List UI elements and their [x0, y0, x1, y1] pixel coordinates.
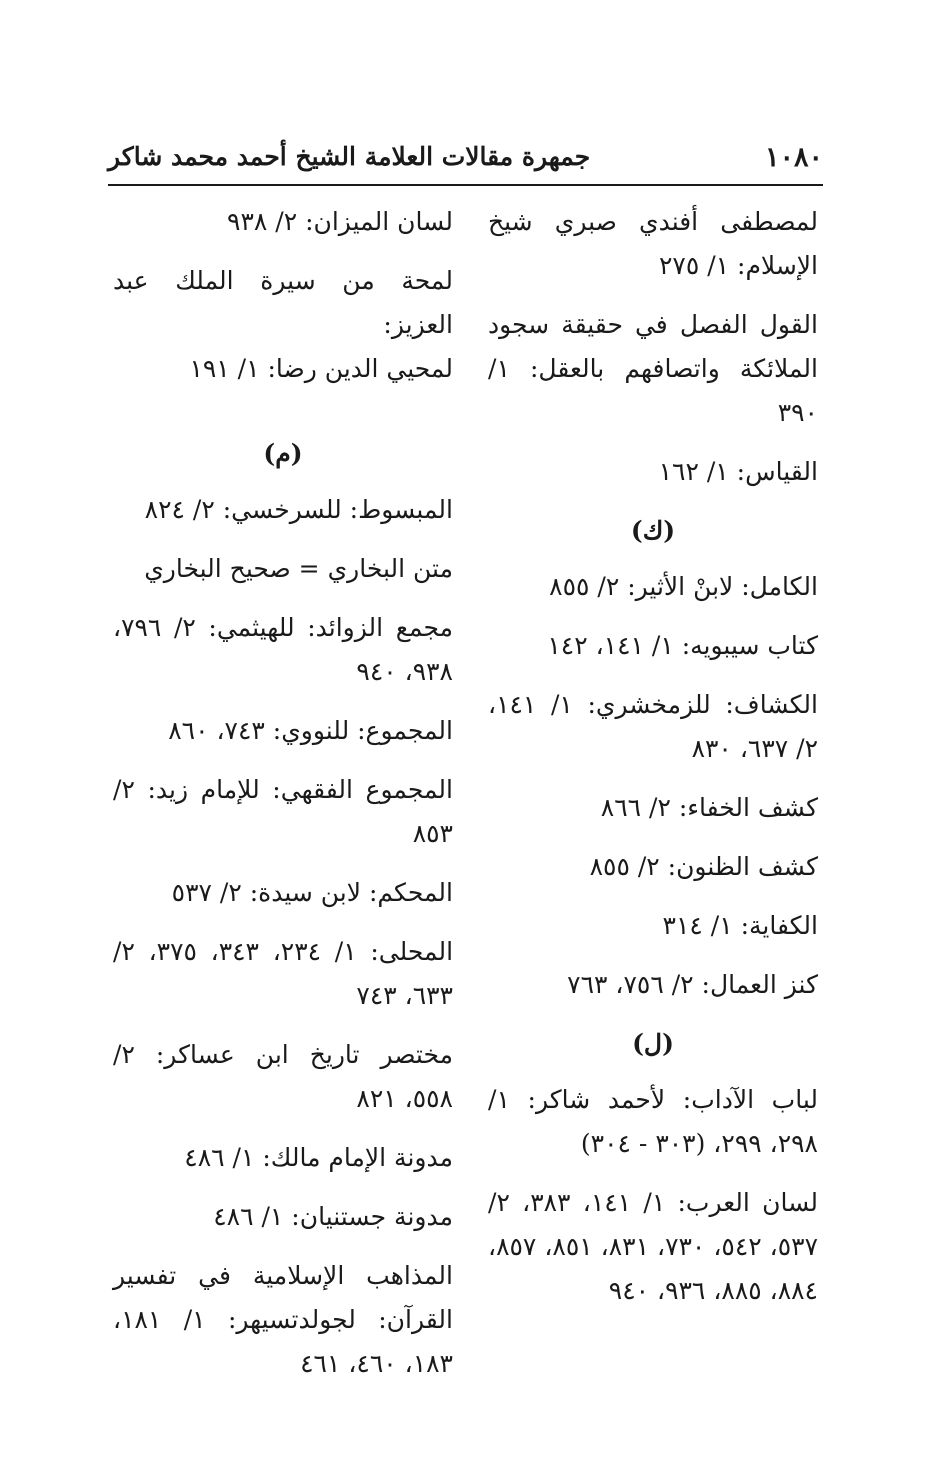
index-entry: لمحة من سيرة الملك عبد العزيز:: [113, 266, 453, 339]
section-letter-lam: (ل): [632, 1029, 674, 1058]
index-entry: الكامل: لابنْ الأثير: ٢/ ٨٥٥: [549, 572, 818, 601]
index-entry: كتاب سيبويه: ١/ ١٤١، ١٤٢: [547, 631, 818, 660]
index-column-left: [113, 200, 453, 1401]
index-entry: المحلى: ١/ ٢٣٤، ٣٤٣، ٣٧٥، ٢/ ٦٣٣، ٧٤٣: [113, 937, 454, 1010]
index-entry: المذاهب الإسلامية في تفسير القرآن: لجولدتسيهر: ١/ ١٨١، ١٨٣، ٤٦٠، ٤٦١: [113, 1261, 453, 1378]
index-entry: كشف الظنون: ٢/ ٨٥٥: [589, 852, 818, 881]
header-rule: [108, 184, 823, 186]
index-entry: لباب الآداب: لأحمد شاكر: ١/ ٢٩٨، ٢٩٩، (٣٠٣ - ٣٠٤): [488, 1085, 818, 1158]
spacer: [113, 406, 453, 424]
index-entry: لسان العرب: ١/ ١٤١، ٣٨٣، ٢/ ٥٣٧، ٥٤٢، ٧٣٠، ٨٣١، ٨٥١، ٨٥٧، ٨٨٤، ٨٨٥، ٩٣٦، ٩٤٠: [488, 1188, 819, 1305]
index-entry: الكشاف: للزمخشري: ١/ ١٤١، ٢/ ٦٣٧، ٨٣٠: [488, 690, 818, 763]
index-entry: لمصطفى أفندي صبري شيخ الإسلام: ١/ ٢٧٥: [488, 207, 818, 280]
index-entry: المجموع الفقهي: للإمام زيد: ٢/ ٨٥٣: [113, 775, 453, 848]
index-entry: مدونة الإمام مالك: ١/ ٤٨٦: [184, 1143, 453, 1172]
index-entry: مجمع الزوائد: للهيثمي: ٢/ ٧٩٦، ٩٣٨، ٩٤٠: [113, 613, 453, 686]
section-letter-kaf: (ك): [630, 516, 676, 545]
index-entry: كشف الخفاء: ٢/ ٨٦٦: [600, 793, 818, 822]
index-entry: لمحيي الدين رضا: ١/ ١٩١: [189, 354, 453, 383]
page-header: [108, 140, 823, 184]
index-entry: المجموع: للنووي: ٧٤٣، ٨٦٠: [168, 716, 453, 745]
index-entry: القول الفصل في حقيقة سجود الملائكة واتصافهم بالعقل: ١/ ٣٩٠: [488, 310, 818, 427]
index-entry: متن البخاري = صحيح البخاري: [144, 554, 453, 583]
index-entry: المحكم: لابن سيدة: ٢/ ٥٣٧: [171, 878, 453, 907]
index-entry: القياس: ١/ ١٦٢: [658, 457, 818, 486]
section-letter-mim: (م): [263, 439, 303, 468]
page-number: ١٠٨٠: [764, 142, 823, 173]
index-entry: كنز العمال: ٢/ ٧٥٦، ٧٦٣: [567, 970, 818, 999]
index-entry: مدونة جستنيان: ١/ ٤٨٦: [213, 1202, 453, 1231]
index-entry: مختصر تاريخ ابن عساكر: ٢/ ٥٥٨، ٨٢١: [113, 1040, 453, 1113]
running-title: جمهرة مقالات العلامة الشيخ أحمد محمد شاكر: [108, 142, 591, 171]
index-entry: الكفاية: ١/ ٣١٤: [662, 911, 818, 940]
index-entry: لسان الميزان: ٢/ ٩٣٨: [227, 207, 453, 236]
index-column-right: [488, 200, 818, 1328]
index-entry: المبسوط: للسرخسي: ٢/ ٨٢٤: [144, 495, 453, 524]
